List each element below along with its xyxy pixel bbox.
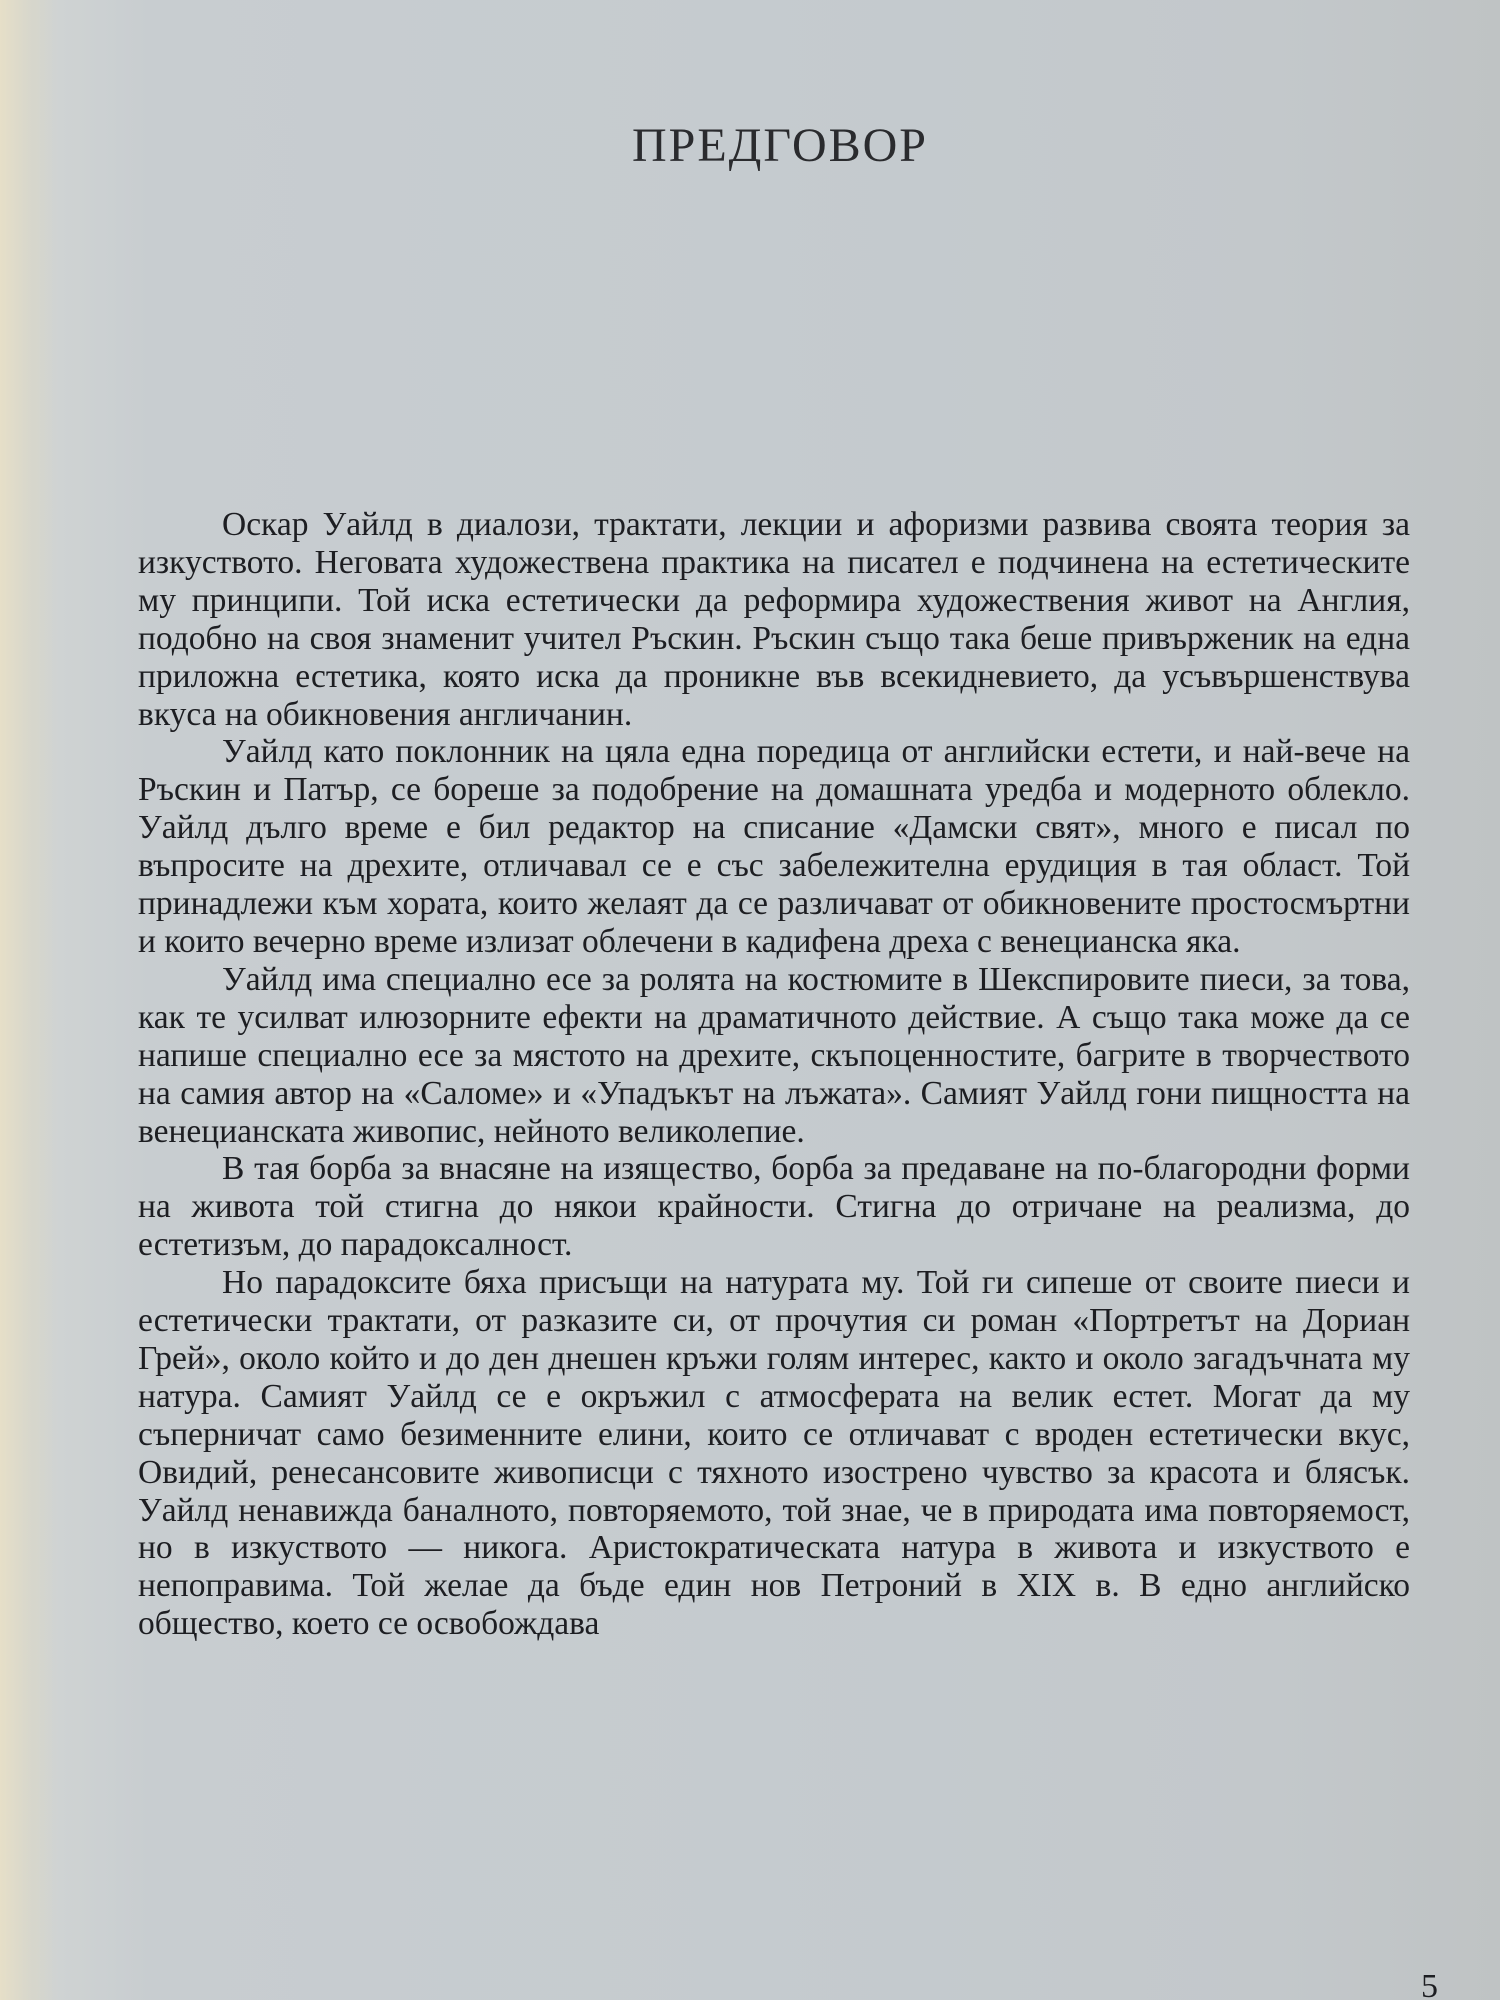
- page-gutter: [0, 0, 55, 2000]
- body-text: [138, 506, 1410, 1643]
- page-number: 5: [1421, 1968, 1438, 2000]
- paragraph-4: В тая борба за внасяне на изящество, борба за предаване на по-благородни форми на живота той стигна до някои крайности. Стигна до отричане на реализма, до естетизъм, до парадоксалност.: [138, 1150, 1410, 1264]
- page-title: ПРЕДГОВОР: [631, 119, 928, 172]
- paragraph-5: Но парадоксите бяха присъщи на натурата му. Той ги сипеше от своите пиеси и естетически трактати, от разказите си, от прочутия си роман «Портретът на Дориан Грей», около който и до ден днешен кръжи голям интерес, както и около загадъчната му натура. Самият Уайлд се е окръжил с атмосферата на велик естет. Могат да му съперничат само безименните елини, които се отличават с вроден естетически вкус, Овидий, ренесансовите живописци с тяхното изострено чувство за красота и блясък. Уайлд ненавижда баналното, повторяемото, той знае, че в природата има повторяемост, но в изкуството — никога. Аристократическата натура в живота и изкуството е непоправима. Той желае да бъде един нов Петроний в XIX в. В едно английско общество, което се освобождава: [138, 1264, 1410, 1643]
- paragraph-1: Оскар Уайлд в диалози, трактати, лекции и афоризми развива своята теория за изкуството. Неговата художествена практика на писател е подчинена на естетическите му принципи. Той иска естетически да реформира художествения живот на Англия, подобно на своя знаменит учител Ръскин. Ръскин също така беше привърженик на една приложна естетика, която иска да проникне във всекидневието, да усъвършенствува вкуса на обикновения англичанин.: [138, 506, 1410, 733]
- paragraph-3: Уайлд има специално есе за ролята на костюмите в Шекспировите пиеси, за това, как те усилват илюзорните ефекти на драматичното действие. А също така може да се напише специално есе за мястото на дрехите, скъпоценностите, багрите в творчеството на самия автор на «Саломе» и «Упадъкът на лъжата». Самият Уайлд гони пищността на венецианската живопис, нейното великолепие.: [138, 960, 1410, 1150]
- paragraph-2: Уайлд като поклонник на цяла една поредица от английски естети, и най-вече на Ръскин и Патър, се бореше за подобрение на домашната уредба и модерното облекло. Уайлд дълго време е бил редактор на списание «Дамски свят», много е писал по въпросите на дрехите, отличавал се е със забележителна ерудиция в тая област. Той принадлежи към хората, които желаят да се различават от обикновените простосмъртни и които вечерно време излизат облечени в кадифена дреха с венецианска яка.: [138, 733, 1410, 960]
